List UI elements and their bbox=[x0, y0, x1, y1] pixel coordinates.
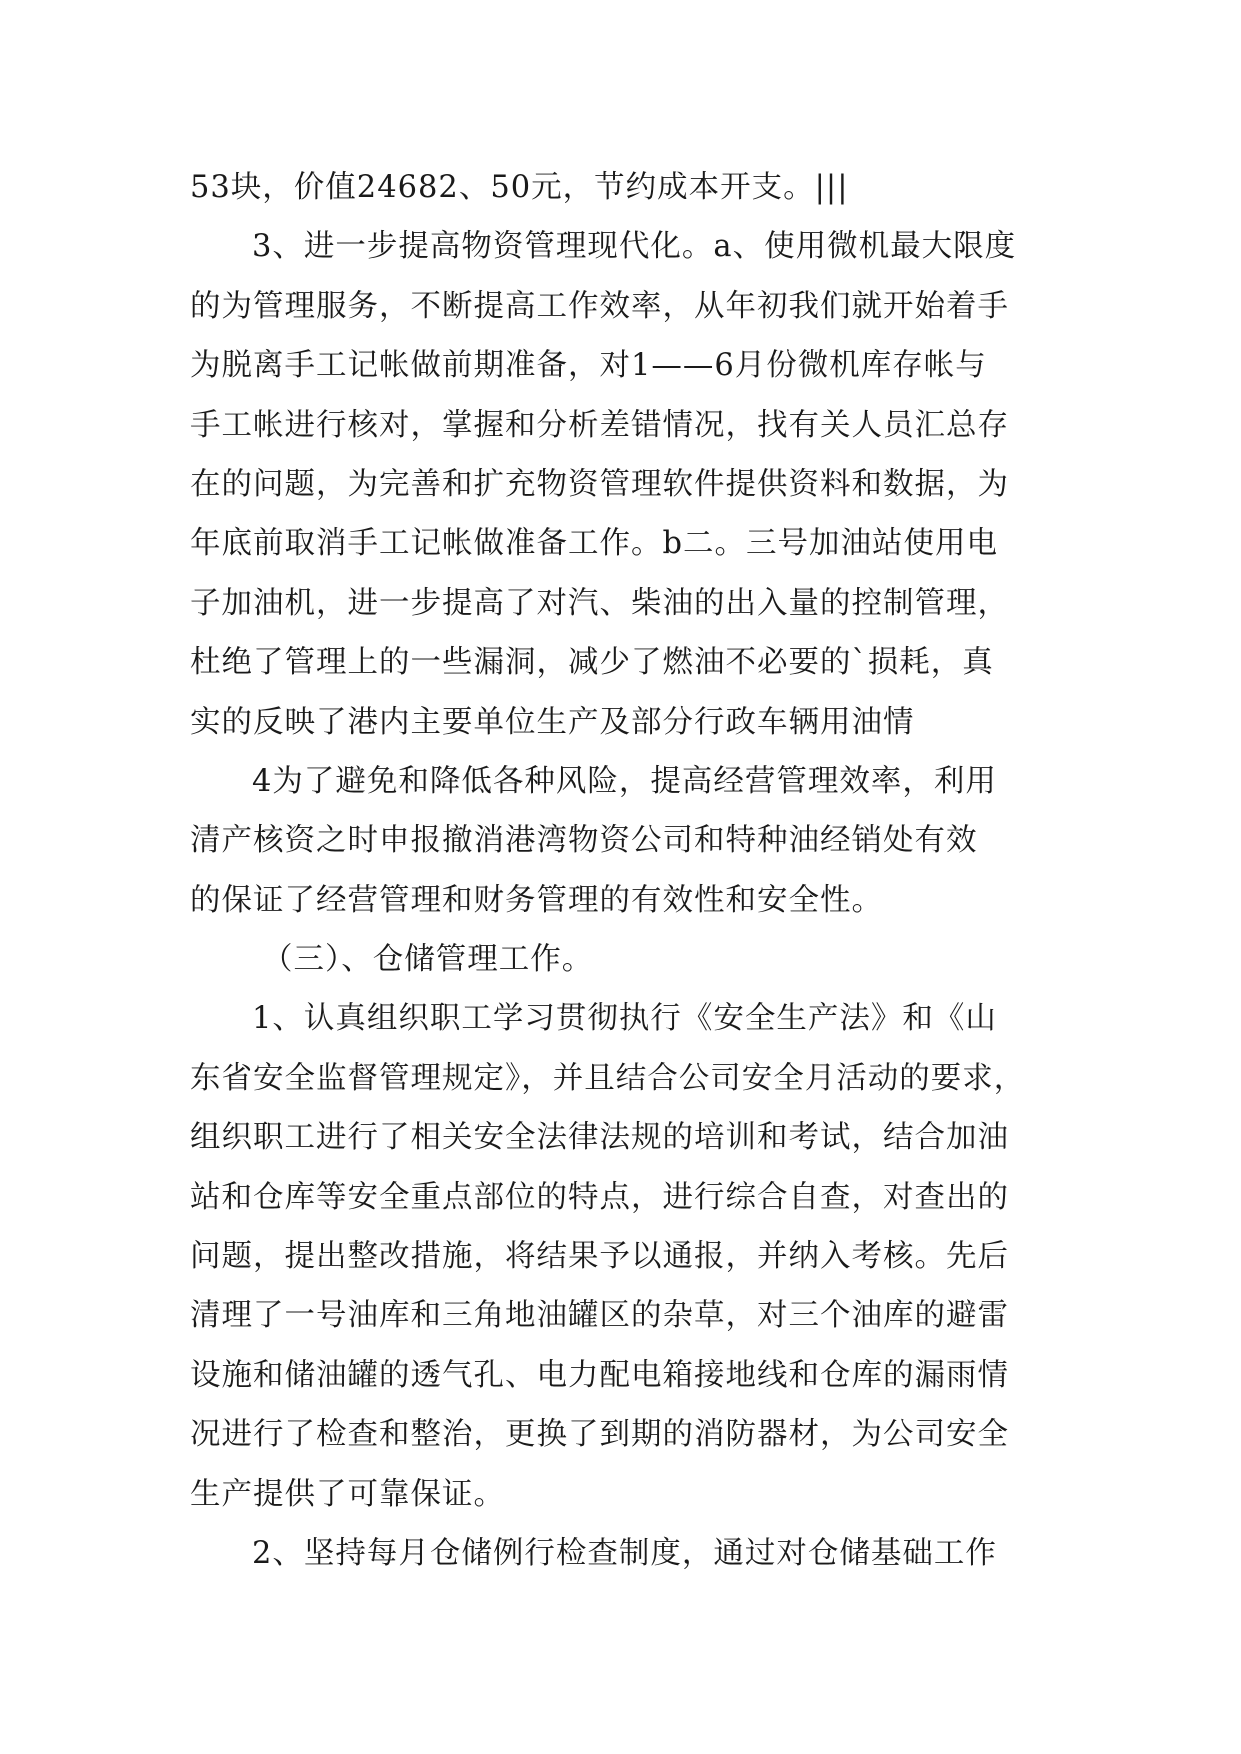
text-line: 子加油机，进一步提高了对汽、柴油的出入量的控制管理， bbox=[190, 585, 1009, 621]
text-line: 清产核资之时申报撤消港湾物资公司和特种油经销处有效 bbox=[190, 823, 978, 859]
text-line: 杜绝了管理上的一些漏洞，减少了燃油不必要的`损耗，真 bbox=[190, 645, 994, 681]
text-line: 年底前取消手工记帐做准备工作。b二。三号加油站使用电 bbox=[190, 526, 999, 562]
text-line: 的保证了经营管理和财务管理的有效性和安全性。 bbox=[190, 882, 883, 918]
paragraph-3-start: 3、进一步提高物资管理现代化。a、使用微机最大限度 bbox=[252, 229, 1017, 265]
text-line: 53块，价值24682、50元，节约成本开支。||| bbox=[190, 170, 849, 205]
text-line: 站和仓库等安全重点部位的特点，进行综合自查，对查出的 bbox=[190, 1179, 1009, 1215]
text-line: 况进行了检查和整治，更换了到期的消防器材，为公司安全 bbox=[190, 1417, 1009, 1453]
text-line: 实的反映了港内主要单位生产及部分行政车辆用油情 bbox=[190, 704, 915, 740]
text-line: 为脱离手工记帐做前期准备，对1——6月份微机库存帐与 bbox=[190, 348, 987, 384]
document-body bbox=[190, 158, 1050, 1583]
paragraph-4-start: 4为了避免和降低各种风险，提高经营管理效率，利用 bbox=[252, 763, 997, 799]
text-line: 问题，提出整改措施，将结果予以通报，并纳入考核。先后 bbox=[190, 1239, 1009, 1275]
text-line: 生产提供了可靠保证。 bbox=[190, 1476, 505, 1512]
text-line: 清理了一号油库和三角地油罐区的杂草，对三个油库的避雷 bbox=[190, 1298, 1009, 1334]
text-line: 东省安全监督管理规定》，并且结合公司安全月活动的要求， bbox=[190, 1060, 1026, 1096]
paragraph-1-start: 1、认真组织职工学习贯彻执行《安全生产法》和《山 bbox=[252, 1001, 997, 1037]
section-heading: （三）、仓储管理工作。 bbox=[262, 942, 594, 978]
text-line: 组织职工进行了相关安全法律法规的培训和考试，结合加油 bbox=[190, 1120, 1009, 1156]
text-line: 在的问题，为完善和扩充物资管理软件提供资料和数据，为 bbox=[190, 466, 1009, 502]
text-line: 手工帐进行核对，掌握和分析差错情况，找有关人员汇总存 bbox=[190, 407, 1009, 443]
text-line: 的为管理服务，不断提高工作效率，从年初我们就开始着手 bbox=[190, 288, 1009, 324]
text-line: 设施和储油罐的透气孔、电力配电箱接地线和仓库的漏雨情 bbox=[190, 1357, 1009, 1393]
paragraph-2-start: 2、坚持每月仓储例行检查制度，通过对仓储基础工作 bbox=[252, 1535, 997, 1571]
